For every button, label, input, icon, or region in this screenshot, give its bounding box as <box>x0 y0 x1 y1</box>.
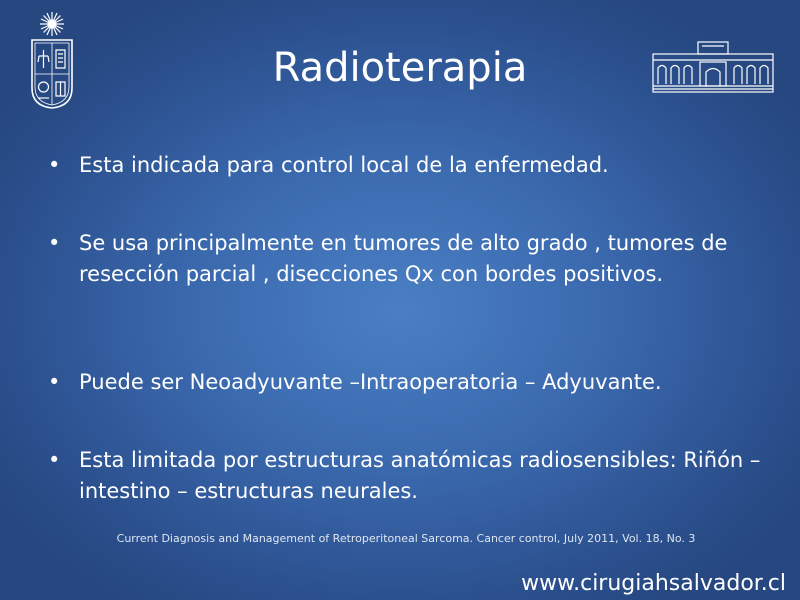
slide-title: Radioterapia <box>272 45 528 91</box>
bullet-text: Esta limitada por estructuras anatómicas radiosensibles: Riñón – intestino – estructuras neurales. <box>79 448 761 503</box>
bullet-text: Puede ser Neoadyuvante –Intraoperatoria – Adyuvante. <box>79 370 662 394</box>
bullet-item <box>48 228 768 290</box>
bullet-text: Se usa principalmente en tumores de alto grado , tumores de resección parcial , disecciones Qx con bordes positivos. <box>79 231 728 286</box>
bullet-item <box>48 150 609 181</box>
website-url: www.cirugiahsalvador.cl <box>521 571 786 596</box>
bullet-point-icon: • <box>48 370 61 394</box>
bullet-point-icon: • <box>48 231 61 255</box>
bullet-point-icon: • <box>48 448 61 472</box>
bullet-item <box>48 445 768 507</box>
bullet-text: Esta indicada para control local de la enfermedad. <box>79 153 609 177</box>
bullet-point-icon: • <box>48 153 61 177</box>
bullet-item <box>48 367 662 398</box>
citation-text: Current Diagnosis and Management of Retroperitoneal Sarcoma. Cancer control, July 2011, Vol. 18, No. 3 <box>116 532 696 545</box>
